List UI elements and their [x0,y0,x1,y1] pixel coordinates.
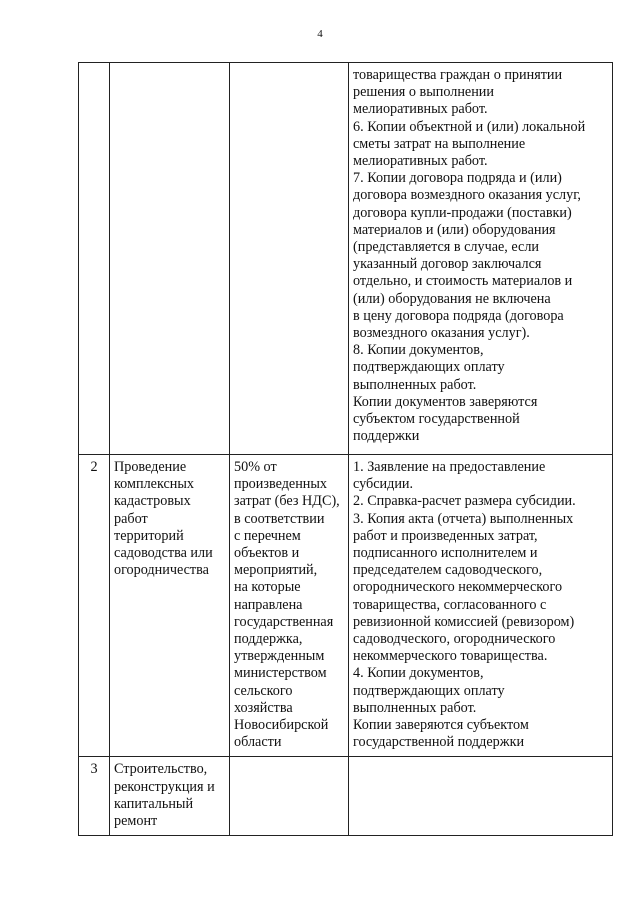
cell-text-line: государственная [234,613,334,630]
cell-text-line: работ и произведенных затрат, [353,527,538,544]
cell-text-line: материалов и (или) оборудования [353,221,556,238]
cell-text-line: поддержка, [234,631,303,648]
cell-text-line: Копии документов заверяются [353,393,538,410]
activity-name-cell [110,63,230,455]
cell-text-line: садоводства или [114,545,213,562]
cell-text-line: работ [114,510,148,527]
required-documents-cell [349,757,613,836]
cell-text-line: 4. Копии документов, [353,665,484,682]
cell-text-line: утвержденным [234,648,325,665]
cell-text-line: решения о выполнении [353,84,494,101]
required-documents-cell [349,455,613,757]
cell-text-line: садоводческого, огороднического [353,631,556,648]
cell-text-line: Копии заверяются субъектом [353,717,529,734]
cell-text-line: мелиоративных работ. [353,101,488,118]
cell-text-line: Строительство, [114,761,208,778]
cell-text-line: товарищества, согласованного с [353,596,547,613]
cell-text-line: указанный договор заключался [353,256,542,273]
subsidy-rate-cell [230,63,349,455]
cell-text-line: капитальный [114,795,194,812]
cell-text-line: территорий [114,527,184,544]
cell-text-line: мероприятий, [234,562,318,579]
cell-text-line: выполненных работ. [353,376,477,393]
cell-text-line: (представляется в случае, если [353,239,540,256]
cell-text-line: поддержки [353,428,420,445]
cell-text-line: Новосибирской [234,717,329,734]
cell-text-line: ревизионной комиссией (ревизором) [353,613,575,630]
row-number-cell: 3 [79,757,110,836]
cell-text-line: ремонт [114,813,158,830]
cell-text-line: реконструкция и [114,778,215,795]
required-documents-cell [349,63,613,455]
cell-text-line: затрат (без НДС), [234,493,340,510]
cell-text-line: 6. Копии объектной и (или) локальной [353,118,586,135]
cell-text-line: мелиоративных работ. [353,153,488,170]
activity-name-cell [110,455,230,757]
cell-text-line: договора возмездного оказания услуг, [353,187,581,204]
cell-text-line: в соответствии [234,510,325,527]
table-row [79,63,613,455]
cell-text-line: области [234,734,282,751]
cell-text-line: субъектом государственной [353,411,520,428]
cell-text-line: в цену договора подряда (договора [353,307,564,324]
cell-text-line: направлена [234,596,303,613]
cell-text-line: подписанного исполнителем и [353,545,538,562]
cell-text-line: 1. Заявление на предоставление [353,459,546,475]
cell-text-line: огороднического некоммерческого [353,579,563,596]
cell-text-line: 50% от [234,459,277,475]
cell-text-line: государственной поддержки [353,734,525,751]
cell-text-line: подтверждающих оплату [353,682,505,699]
cell-text-line: объектов и [234,545,300,562]
subsidy-table [78,62,613,836]
cell-text-line: комплексных [114,476,194,493]
cell-text-line: товарищества граждан о принятии [353,67,563,83]
cell-text-line: Проведение [114,459,187,475]
cell-text-line: 3. Копия акта (отчета) выполненных [353,510,574,527]
cell-text-line: договора купли-продажи (поставки) [353,204,572,221]
subsidy-rate-cell [230,757,349,836]
cell-text-line: сельского [234,682,293,699]
cell-text-line: подтверждающих оплату [353,359,505,376]
cell-text-line: отдельно, и стоимость материалов и [353,273,573,290]
activity-name-cell [110,757,230,836]
cell-text-line: возмездного оказания услуг). [353,325,530,342]
cell-text-line: хозяйства [234,699,293,716]
cell-text-line: 2. Справка-расчет размера субсидии. [353,493,576,510]
cell-text-line: субсидии. [353,476,414,493]
cell-text-line: произведенных [234,476,328,493]
cell-text-line: (или) оборудования не включена [353,290,551,307]
cell-text-line: кадастровых [114,493,191,510]
row-number-cell: 2 [79,455,110,757]
table-row [79,455,613,757]
cell-text-line: председателем садоводческого, [353,562,543,579]
cell-text-line: сметы затрат на выполнение [353,135,526,152]
subsidy-rate-cell [230,455,349,757]
cell-text-line: 8. Копии документов, [353,342,484,359]
cell-text-line: некоммерческого товарищества. [353,648,548,665]
page-number: 4 [317,28,323,40]
cell-text-line: на которые [234,579,301,596]
cell-text-line: выполненных работ. [353,699,477,716]
table-row [79,757,613,836]
cell-text-line: 7. Копии договора подряда и (или) [353,170,562,187]
cell-text-line: с перечнем [234,527,301,544]
cell-text-line: огородничества [114,562,209,579]
cell-text-line: министерством [234,665,327,682]
row-number-cell [79,63,110,455]
